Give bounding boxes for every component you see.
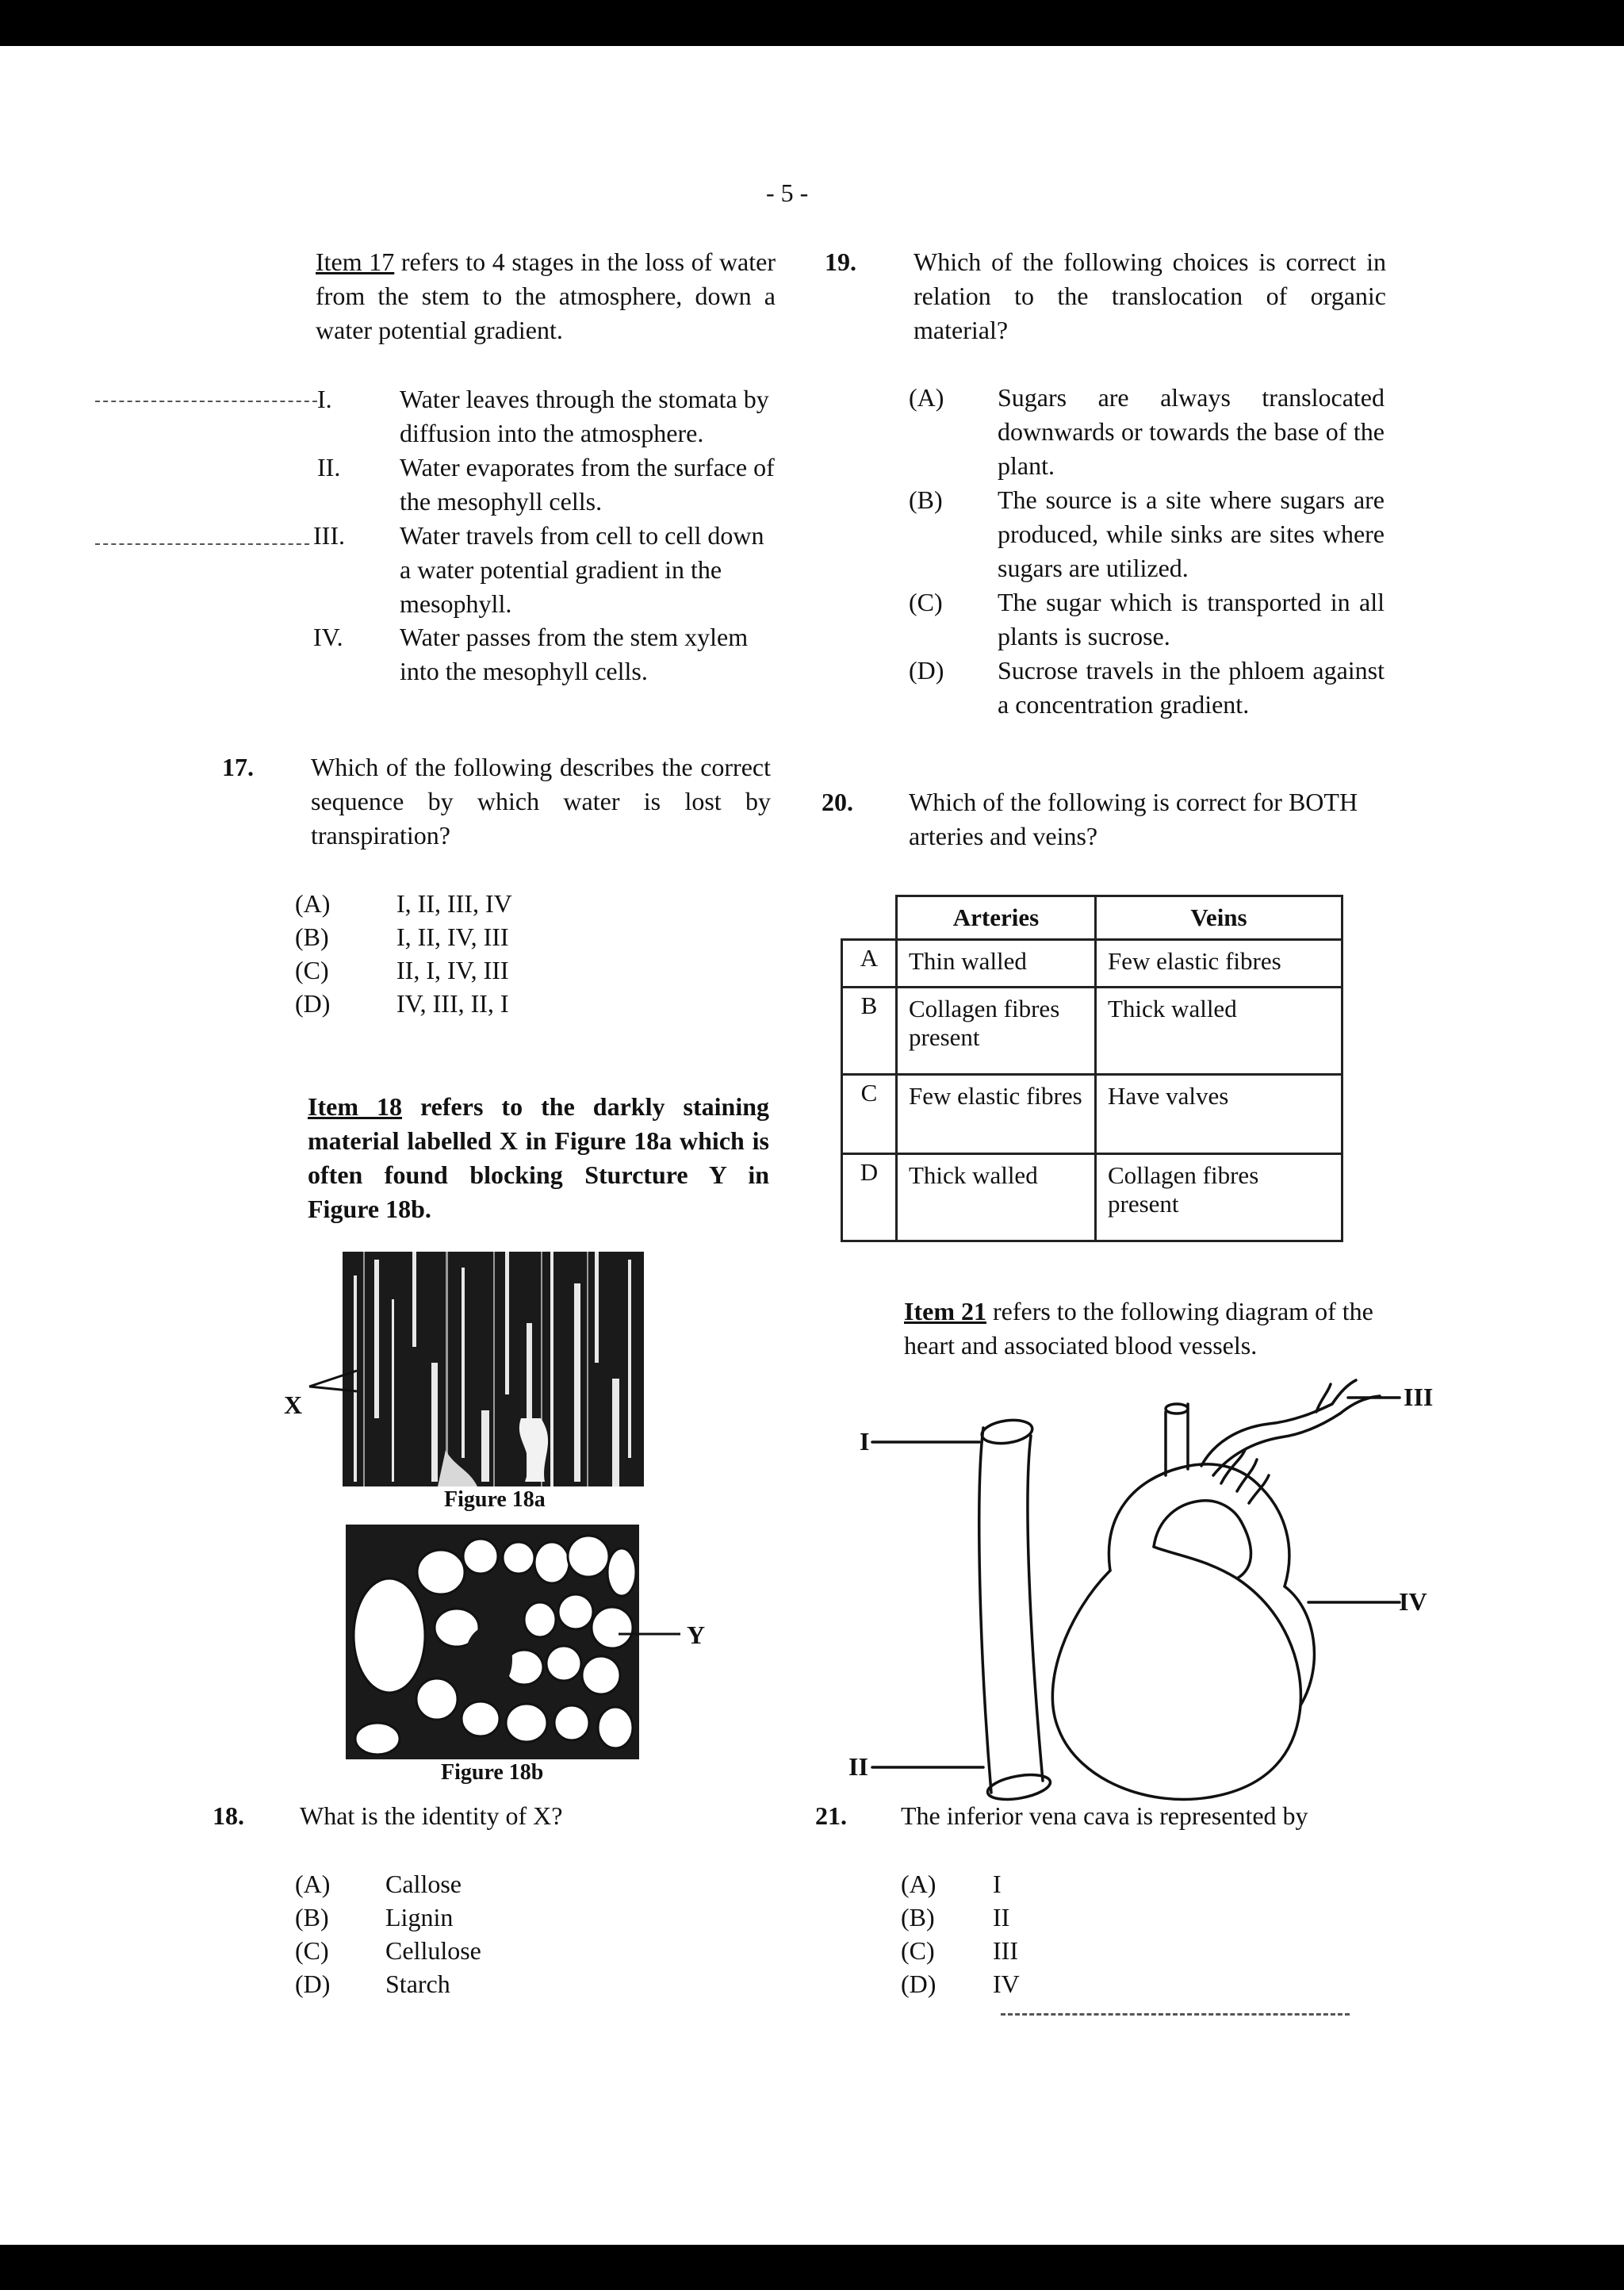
q20-number: 20.	[822, 788, 853, 816]
figure-18b-caption: Figure 18b	[441, 1760, 544, 1785]
option-letter: (C)	[295, 1936, 329, 1965]
option-letter: (C)	[901, 1936, 935, 1965]
stage-numeral: III.	[313, 521, 345, 550]
table-row	[842, 1154, 1342, 1241]
option-letter: (D)	[295, 989, 331, 1018]
row-letter: B	[842, 988, 897, 1075]
option-text: Sugars are always translocated downwards or towards the base of the plant.	[998, 383, 1385, 480]
table-header-veins: Veins	[1096, 896, 1342, 940]
option-text: Lignin	[385, 1903, 454, 1931]
option-text: III	[993, 1936, 1018, 1965]
arteries-cell: Thick walled	[897, 1154, 1096, 1241]
option-text: The source is a site where sugars are produced, while sinks are sites where sugars are utilized.	[998, 485, 1385, 582]
option-letter: (D)	[901, 1970, 936, 1998]
q17-number: 17.	[222, 753, 254, 781]
option-text: Cellulose	[385, 1936, 481, 1965]
table-header-row	[842, 896, 1342, 940]
stage-i-rule	[95, 401, 317, 402]
arteries-cell: Thin walled	[897, 940, 1096, 988]
stage-iii-rule	[95, 543, 309, 545]
option-letter: (D)	[295, 1970, 331, 1998]
q21-number: 21.	[815, 1801, 847, 1830]
stage-numeral: I.	[317, 385, 332, 413]
option-letter: (B)	[295, 923, 329, 951]
table-header-arteries: Arteries	[897, 896, 1096, 940]
item18-ref: Item 18	[308, 1092, 403, 1121]
heart-label-iv: IV	[1399, 1587, 1427, 1616]
option-letter: (A)	[901, 1870, 936, 1898]
page-number: - 5 -	[766, 178, 809, 207]
stage-text: Water travels from cell to cell down a water potential gradient in the mesophyll.	[400, 521, 764, 618]
heart-diagram	[841, 1348, 1435, 1809]
option-letter: (C)	[295, 956, 329, 984]
item17-intro	[316, 245, 776, 347]
option-letter: (C)	[909, 588, 943, 616]
figure-18b-image	[346, 1525, 639, 1759]
row-letter: C	[842, 1075, 897, 1154]
option-letter: (A)	[295, 1870, 331, 1898]
item17-ref: Item 17	[316, 247, 395, 276]
stage-numeral: IV.	[313, 623, 343, 651]
table-corner	[842, 896, 897, 940]
option-text: IV	[993, 1970, 1020, 1998]
option-letter: (A)	[295, 889, 331, 918]
option-text: Callose	[385, 1870, 462, 1898]
figure-18b-label-y: Y	[687, 1621, 706, 1649]
q20-question: Which of the following is correct for BOTH arteries and veins?	[909, 788, 1358, 850]
veins-cell: Collagen fibres present	[1096, 1154, 1342, 1241]
end-rule	[1001, 2013, 1350, 2016]
veins-cell: Few elastic fibres	[1096, 940, 1342, 988]
heart-label-iii: III	[1404, 1383, 1434, 1411]
figure-18a-label-x: X	[284, 1390, 303, 1419]
veins-cell: Thick walled	[1096, 988, 1342, 1075]
bottom-black-border	[0, 2245, 1624, 2290]
row-letter: D	[842, 1154, 897, 1241]
item21-intro-text: refers to the following diagram of the heart and associated blood vessels.	[904, 1297, 1373, 1360]
stage-text: Water evaporates from the surface of the mesophyll cells.	[400, 453, 775, 516]
item17-intro-text: refers to 4 stages in the loss of water from the stem to the atmosphere, down a water potential gradient.	[316, 247, 776, 344]
option-text: I	[993, 1870, 1002, 1898]
row-letter: A	[842, 940, 897, 988]
table-row	[842, 988, 1342, 1075]
q19-number: 19.	[825, 247, 856, 276]
option-text: I, II, III, IV	[396, 889, 512, 918]
option-text: Starch	[385, 1970, 450, 1998]
option-text: IV, III, II, I	[396, 989, 509, 1018]
q18-number: 18.	[213, 1801, 244, 1830]
arteries-veins-table	[841, 895, 1343, 1242]
stage-text: Water passes from the stem xylem into the mesophyll cells.	[400, 623, 749, 685]
top-black-border	[0, 0, 1624, 46]
option-letter: (B)	[909, 485, 943, 514]
heart-label-ii: II	[848, 1752, 868, 1781]
option-letter: (D)	[909, 656, 944, 685]
stage-numeral: II.	[317, 453, 341, 481]
q18-question: What is the identity of X?	[300, 1801, 563, 1830]
figure-18a-caption: Figure 18a	[444, 1487, 546, 1512]
option-text: The sugar which is transported in all plants is sucrose.	[998, 588, 1385, 650]
item18-intro-text: refers to the darkly staining material labelled X in Figure 18a which is often found blocking Sturcture Y in Figure 18b.	[308, 1092, 770, 1223]
option-letter: (A)	[909, 383, 944, 412]
option-letter: (B)	[901, 1903, 935, 1931]
option-letter: (B)	[295, 1903, 329, 1931]
figure-18b-pointer	[619, 1626, 682, 1642]
arteries-cell: Few elastic fibres	[897, 1075, 1096, 1154]
stage-text: Water leaves through the stomata by diffusion into the atmosphere.	[400, 385, 769, 447]
option-text: I, II, IV, III	[396, 923, 509, 951]
figure-18a-image	[343, 1252, 644, 1486]
item21-ref: Item 21	[904, 1297, 986, 1325]
table-row	[842, 1075, 1342, 1154]
heart-label-i: I	[860, 1427, 870, 1456]
q17-question: Which of the following describes the correct sequence by which water is lost by transpiration?	[311, 753, 771, 850]
q21-question: The inferior vena cava is represented by	[901, 1801, 1308, 1830]
veins-cell: Have valves	[1096, 1075, 1342, 1154]
item18-intro	[308, 1090, 769, 1226]
arteries-cell: Collagen fibres present	[897, 988, 1096, 1075]
q20-table-wrapper	[841, 895, 1343, 1242]
option-text: Sucrose travels in the phloem against a concentration gradient.	[998, 656, 1385, 719]
table-row	[842, 940, 1342, 988]
option-text: II, I, IV, III	[396, 956, 509, 984]
option-text: II	[993, 1903, 1010, 1931]
q19-question: Which of the following choices is correct in relation to the translocation of organic material?	[914, 247, 1386, 344]
